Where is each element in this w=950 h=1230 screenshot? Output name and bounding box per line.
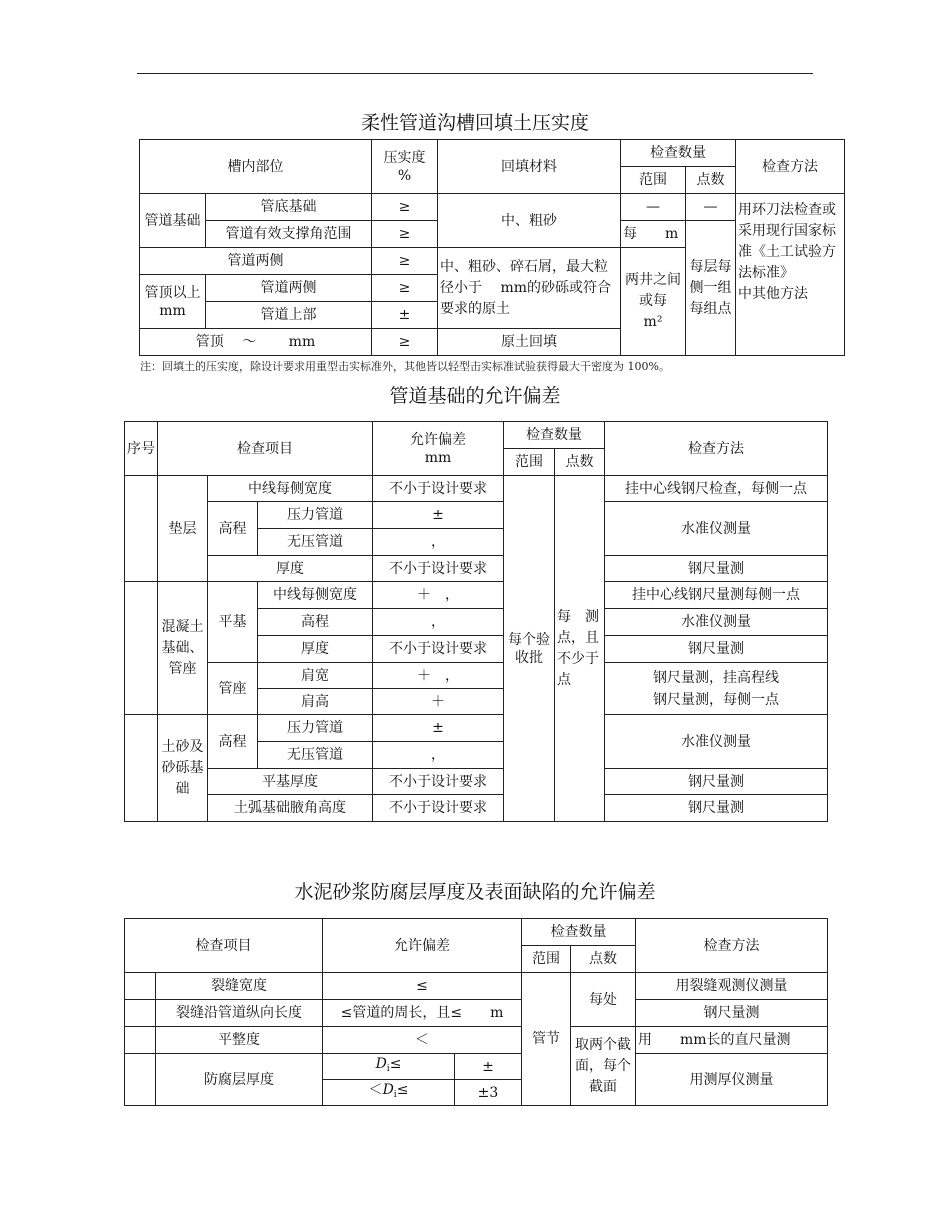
table1-note: 注：回填土的压实度，除设计要求用重型击实标准外，其他皆以轻型击实标准试验获得最大干密度为 100%。 <box>140 360 670 373</box>
part-pipe-sides: 管道两侧 <box>140 248 372 275</box>
head-quantity: 检查数量 <box>621 140 736 167</box>
head-method: 检查方法 <box>605 422 828 476</box>
head-range: 范围 <box>504 449 555 476</box>
dev-4a-cond: $D_i\le$ <box>323 1054 455 1080</box>
dev-4b-cond: $<D_i\le$ <box>323 1080 455 1106</box>
dev-8: ＋ ， <box>373 663 504 689</box>
method-6: 水准仪测量 <box>605 609 828 636</box>
item-crack-width: 裂缝宽度 <box>156 973 323 1000</box>
head-range: 范围 <box>522 946 571 973</box>
comp-1: ≥ <box>372 194 438 221</box>
part-pipe-upper: 管道上部 <box>206 302 372 329</box>
compaction-table <box>139 139 845 356</box>
head-part: 槽内部位 <box>140 140 372 194</box>
group-concrete: 混凝土基础、管座 <box>158 582 208 715</box>
head-quantity: 检查数量 <box>504 422 605 449</box>
comp-6: ≥ <box>372 329 438 356</box>
points-each: 每处 <box>571 973 636 1027</box>
points-sections: 取两个截面，每个截面 <box>571 1027 636 1106</box>
points-merged: 每层每侧一组每组点 <box>686 221 736 356</box>
method-seat: 钢尺量测，挂高程线 钢尺量测，每侧一点 <box>605 663 828 715</box>
item-pressure-pipe-3: 压力管道 <box>258 715 373 742</box>
range-2: 每 m <box>621 221 686 248</box>
method-4: 钢尺量测 <box>605 556 828 582</box>
seq-3 <box>125 715 158 822</box>
dev-11: ， <box>373 742 504 769</box>
group-above-top: 管顶以上 mm <box>140 275 206 329</box>
material-3: 原土回填 <box>438 329 621 356</box>
dev-4a-value: ± <box>455 1054 522 1080</box>
head-range: 范围 <box>621 167 686 194</box>
method-13: 钢尺量测 <box>605 795 828 822</box>
comp-3: ≥ <box>372 248 438 275</box>
dev-7: 不小于设计要求 <box>373 636 504 663</box>
item-thickness: 厚度 <box>208 556 373 582</box>
seq-3 <box>125 1027 156 1054</box>
material-1: 中、粗砂 <box>438 194 621 248</box>
item-gravity-pipe-3: 无压管道 <box>258 742 373 769</box>
elevation-3: 高程 <box>208 715 258 769</box>
method-level-1: 水准仪测量 <box>605 502 828 556</box>
method-12: 钢尺量测 <box>605 769 828 795</box>
item-lining-thickness: 防腐层厚度 <box>156 1054 323 1106</box>
method-5: 挂中心线钢尺量测每侧一点 <box>605 582 828 609</box>
mortar-lining-table <box>124 918 828 1106</box>
dev-6: ， <box>373 609 504 636</box>
item-thickness-2: 厚度 <box>258 636 373 663</box>
method-3: 用 mm长的直尺量测 <box>636 1027 828 1054</box>
part-bottom-base: 管底基础 <box>206 194 372 221</box>
foundation-table <box>124 421 828 822</box>
table3-title: 水泥砂浆防腐层厚度及表面缺陷的允许偏差 <box>294 881 656 903</box>
head-material: 回填材料 <box>438 140 621 194</box>
item-pressure-pipe: 压力管道 <box>258 502 373 529</box>
comp-4: ≥ <box>372 275 438 302</box>
head-deviation: 允许偏差 <box>323 919 522 973</box>
part-pipe-sides-2: 管道两侧 <box>206 275 372 302</box>
seq-1 <box>125 973 156 1000</box>
range-merged: 每个验收批 <box>504 476 555 822</box>
head-points: 点数 <box>555 449 605 476</box>
group-pipe-base: 管道基础 <box>140 194 206 248</box>
method-4: 用测厚仪测量 <box>636 1054 828 1106</box>
seq-4 <box>125 1054 156 1106</box>
method-7: 钢尺量测 <box>605 636 828 663</box>
flat-base: 平基 <box>208 582 258 663</box>
head-deviation: 允许偏差 mm <box>373 422 504 476</box>
points-merged: 每 测点，且不少于 点 <box>555 476 605 822</box>
dev-1: ≤ <box>323 973 522 1000</box>
group-cushion: 垫层 <box>158 476 208 582</box>
method-2: 钢尺量测 <box>636 1000 828 1027</box>
range-1: — <box>621 194 686 221</box>
part-support-angle: 管道有效支撑角范围 <box>206 221 372 248</box>
dev-10: ± <box>373 715 504 742</box>
points-1: — <box>686 194 736 221</box>
header-rule <box>137 73 813 74</box>
head-points: 点数 <box>571 946 636 973</box>
head-item: 检查项目 <box>125 919 323 973</box>
dev-4b-value: ±3 <box>455 1080 522 1106</box>
head-method: 检查方法 <box>636 919 828 973</box>
item-arc-height: 土弧基础腋角高度 <box>208 795 373 822</box>
item-elevation-2: 高程 <box>258 609 373 636</box>
group-sand-gravel: 土砂及砂砾基础 <box>158 715 208 822</box>
dev-1: 不小于设计要求 <box>373 476 504 502</box>
dev-12: 不小于设计要求 <box>373 769 504 795</box>
elevation-1: 高程 <box>208 502 258 556</box>
dev-13: 不小于设计要求 <box>373 795 504 822</box>
material-2: 中、粗砂、碎石屑，最大粒径小于 mm的砂砾或符合要求的原土 <box>438 248 621 329</box>
dev-2: ≤管道的周长，且≤ m <box>323 1000 522 1027</box>
seq-2 <box>125 1000 156 1027</box>
head-item: 检查项目 <box>158 422 373 476</box>
head-compaction: 压实度 % <box>372 140 438 194</box>
item-crack-length: 裂缝沿管道纵向长度 <box>156 1000 323 1027</box>
range-merged: 两井之间或每 m² <box>621 248 686 356</box>
seq-1 <box>125 476 158 582</box>
comp-5: ± <box>372 302 438 329</box>
item-flat-thickness: 平基厚度 <box>208 769 373 795</box>
method-1: 挂中心线钢尺检查，每侧一点 <box>605 476 828 502</box>
head-method: 检查方法 <box>736 140 845 194</box>
dev-9: ＋ <box>373 689 504 715</box>
head-seq: 序号 <box>125 422 158 476</box>
item-center-width-2: 中线每侧宽度 <box>258 582 373 609</box>
item-shoulder-width: 肩宽 <box>258 663 373 689</box>
dev-5: ＋ ， <box>373 582 504 609</box>
table1-title: 柔性管道沟槽回填土压实度 <box>360 112 589 134</box>
dev-4: 不小于设计要求 <box>373 556 504 582</box>
part-pipe-top: 管顶 ～ mm <box>140 329 372 356</box>
comp-2: ≥ <box>372 221 438 248</box>
head-points: 点数 <box>686 167 736 194</box>
head-quantity: 检查数量 <box>522 919 636 946</box>
item-flatness: 平整度 <box>156 1027 323 1054</box>
method-merged: 用环刀法检查或采用现行国家标准《土工试验方法标准》 中其他方法 <box>736 194 845 356</box>
item-shoulder-height: 肩高 <box>258 689 373 715</box>
pipe-seat: 管座 <box>208 663 258 715</box>
dev-3: ＜ <box>323 1027 522 1054</box>
item-center-width: 中线每侧宽度 <box>208 476 373 502</box>
seq-2 <box>125 582 158 715</box>
dev-3: ， <box>373 529 504 556</box>
method-1: 用裂缝观测仪测量 <box>636 973 828 1000</box>
range-merged: 管节 <box>522 973 571 1106</box>
table2-title: 管道基础的允许偏差 <box>389 385 561 407</box>
dev-2: ± <box>373 502 504 529</box>
item-gravity-pipe: 无压管道 <box>258 529 373 556</box>
method-level-3: 水准仪测量 <box>605 715 828 769</box>
